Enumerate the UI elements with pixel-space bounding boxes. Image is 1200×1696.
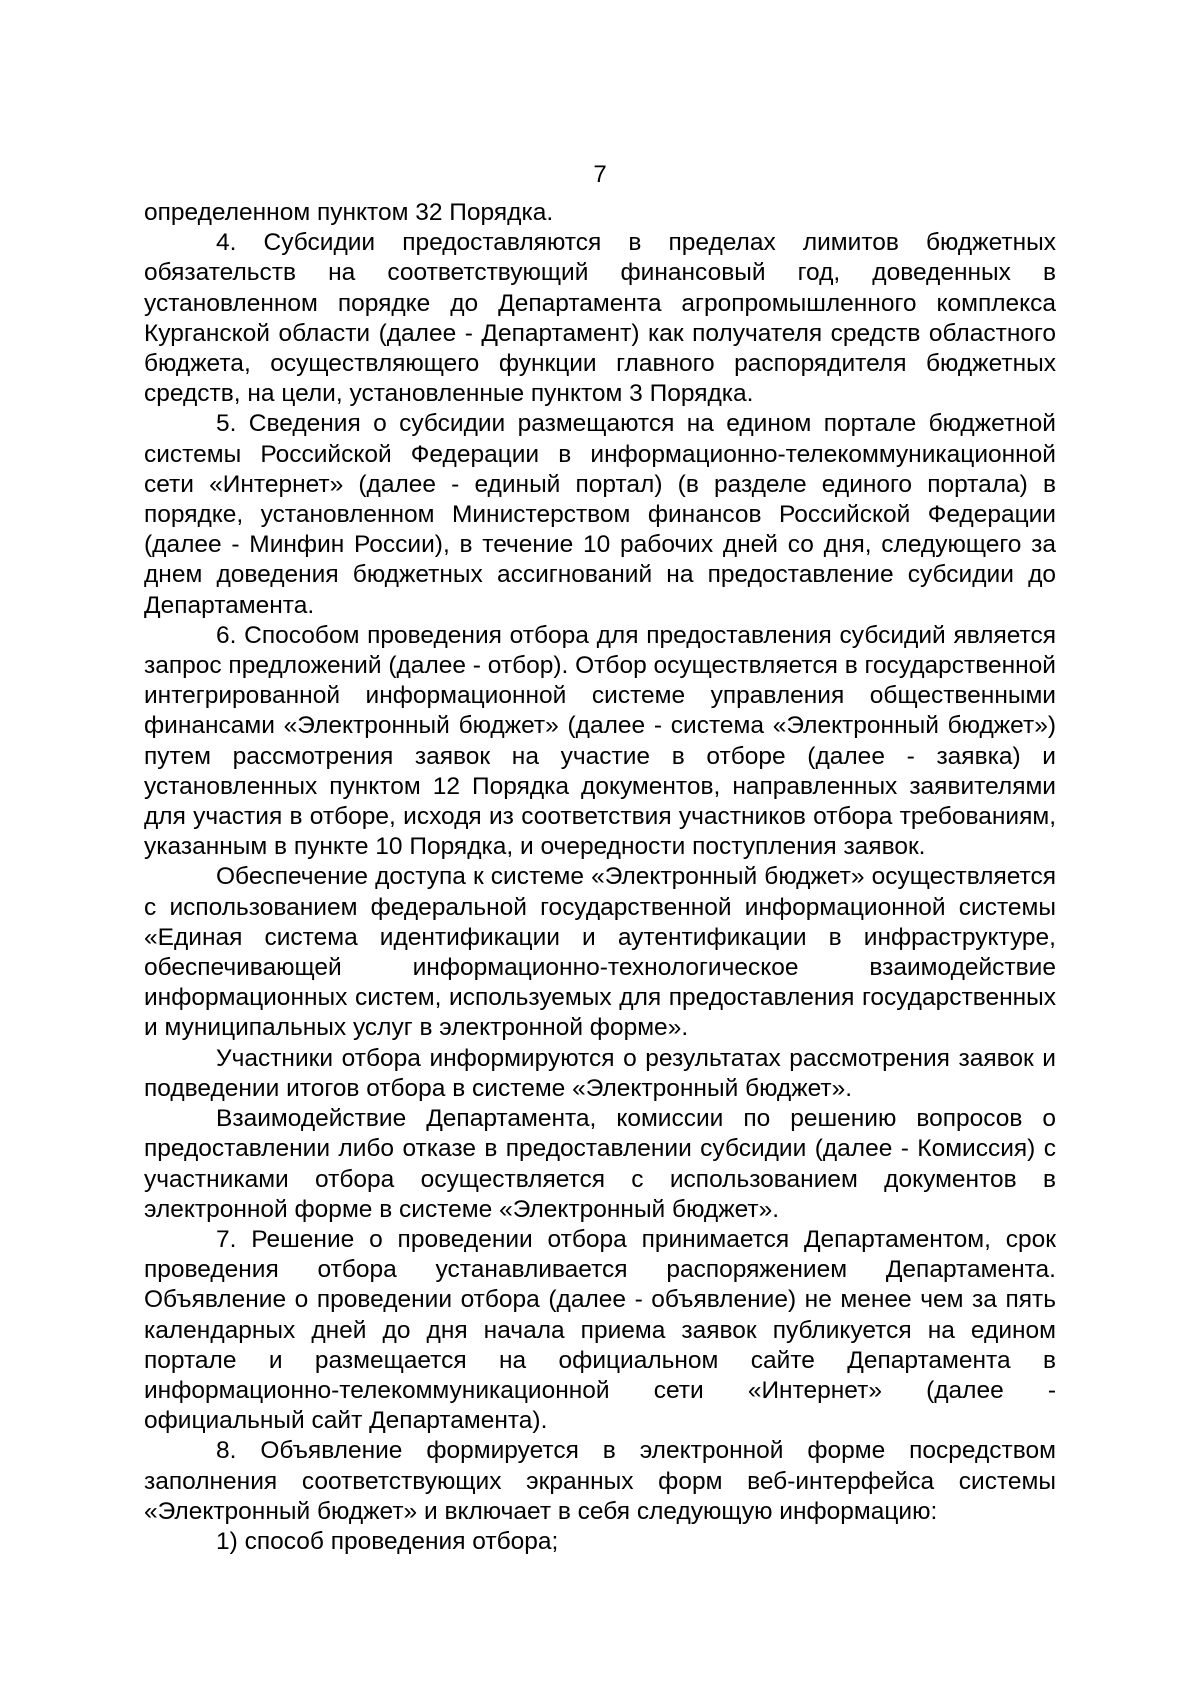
paragraph-subitem-1: 1) способ проведения отбора; [216, 1527, 559, 1555]
page-number: 7 [593, 161, 607, 188]
paragraph-access: Обеспечение доступа к системе «Электронный бюджет» осуществляется с использованием федеральной государственной информационной системы «Единая система идентификации и аутентификации в инфраструктуре, обеспечивающей информационно-технологическое взаимодействие информационных систем, используемых для предоставления государственных и муниципальных услуг в электронной форме». [144, 863, 1056, 1042]
paragraph-continuation: определенном пунктом 32 Порядка. [144, 199, 554, 226]
paragraph-item-5: 5. Сведения о субсидии размещаются на едином портале бюджетной системы Российской Федерации в информационно-телекоммуникационной сети «Интернет» (далее - единый портал) (в разделе единого портала) в порядке, установленном Министерством финансов Российской Федерации (далее - Минфин России), в течение 10 рабочих дней со дня, следующего за днем доведения бюджетных ассигнований на предоставление субсидии до Департамента. [144, 410, 1056, 619]
paragraph-participants: Участники отбора информируются о результатах рассмотрения заявок и подведении итогов отбора в системе «Электронный бюджет». [144, 1044, 1056, 1102]
paragraph-item-7: 7. Решение о проведении отбора принимается Департаментом, срок проведения отбора устанавливается распоряжением Департамента. Объявление о проведении отбора (далее - объявление) не менее чем за пять календарных дней до дня начала приема заявок публикуется на едином портале и размещается на официальном сайте Департамента в информационно-телекоммуникационной сети «Интернет» (далее - официальный сайт Департамента). [144, 1225, 1056, 1435]
document-body [144, 198, 1056, 1557]
paragraph-interaction: Взаимодействие Департамента, комиссии по решению вопросов о предоставлении либо отказе в предоставлении субсидии (далее - Комиссия) с участниками отбора осуществляется с использованием документов в электронной форме в системе «Электронный бюджет». [144, 1105, 1056, 1223]
paragraph-item-4: 4. Субсидии предоставляются в пределах лимитов бюджетных обязательств на соответствующий финансовый год, доведенных в установленном порядке до Департамента агропромышленного комплекса Курганской области (далее - Департамент) как получателя средств областного бюджета, осуществляющего функции главного распорядителя бюджетных средств, на цели, установленные пунктом 3 Порядка. [144, 229, 1056, 408]
paragraph-item-6: 6. Способом проведения отбора для предоставления субсидий является запрос предложений (далее - отбор). Отбор осуществляется в государственной интегрированной информационной системе управления общественными финансами «Электронный бюджет» (далее - система «Электронный бюджет») путем рассмотрения заявок на участие в отборе (далее - заявка) и установленных пунктом 12 Порядка документов, направленных заявителями для участия в отборе, исходя из соответствия участников отбора требованиям, указанным в пункте 10 Порядка, и очередности поступления заявок. [144, 621, 1056, 861]
paragraph-item-8: 8. Объявление формируется в электронной форме посредством заполнения соответствующих экранных форм веб-интерфейса системы «Электронный бюджет» и включает в себя следующую информацию: [144, 1437, 1056, 1525]
